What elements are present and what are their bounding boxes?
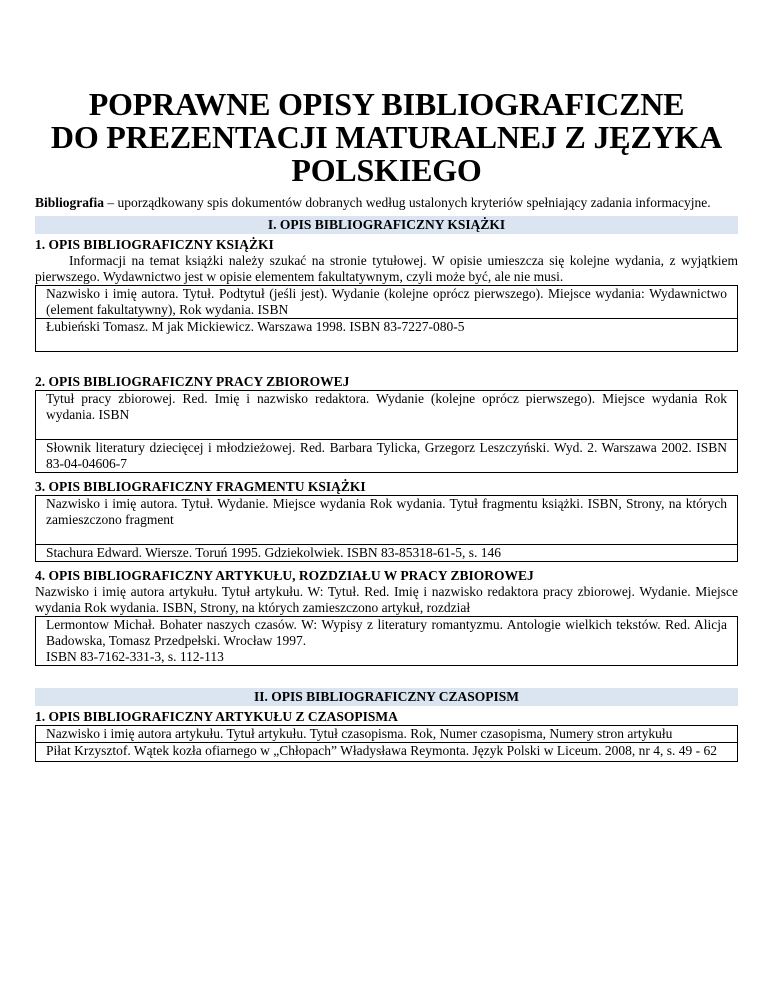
example-box: Łubieński Tomasz. M jak Mickiewicz. Warszawa 1998. ISBN 83-7227-080-5	[35, 319, 738, 352]
definition-text: – uporządkowany spis dokumentów dobranych według ustalonych kryteriów spełniający zadania informacyjne.	[104, 195, 711, 210]
document-page	[35, 88, 738, 762]
subsection-description: Informacji na temat książki należy szukać na stronie tytułowej. W opisie umieszcza się kolejne wydania, z wyjątkiem pierwszego. Wydawnictwo jest w opisie elementem fakultatywnym, czyli może być, ale nie musi.	[35, 253, 738, 284]
example-box	[35, 616, 738, 666]
subsection-heading-book-fragment: 3. OPIS BIBLIOGRAFICZNY FRAGMENTU KSIĄŻKI	[35, 479, 366, 494]
pattern-box: Nazwisko i imię autora. Tytuł. Podtytuł (jeśli jest). Wydanie (kolejne oprócz pierwszego). Miejsce wydania: Wydawnictwo (element fakultatywny), Rok wydania. ISBN	[35, 285, 738, 319]
pattern-box: Nazwisko i imię autora. Tytuł. Wydanie. Miejsce wydania Rok wydania. Tytuł fragmentu książki. ISBN, Strony, na których zamieszczono fragment	[35, 495, 738, 545]
example-line: ISBN 83-7162-331-3, s. 112-113	[46, 649, 224, 664]
document-title	[35, 88, 738, 187]
subsection-heading-chapter: 4. OPIS BIBLIOGRAFICZNY ARTYKUŁU, ROZDZIAŁU W PRACY ZBIOROWEJ	[35, 568, 534, 583]
title-line: POLSKIEGO	[291, 152, 482, 188]
section-heading-books: I. OPIS BIBLIOGRAFICZNY KSIĄŻKI	[35, 216, 738, 234]
definition-term: Bibliografia	[35, 195, 105, 210]
section-heading-periodicals: II. OPIS BIBLIOGRAFICZNY CZASOPISM	[35, 688, 738, 706]
pattern-text: Nazwisko i imię autora artykułu. Tytuł artykułu. W: Tytuł. Red. Imię i nazwisko redaktora pracy zbiorowej. Wydanie. Miejsce wydania Rok wydania. ISBN, Strony, na których zamieszczono artykuł, rozdział	[35, 584, 738, 615]
pattern-box: Nazwisko i imię autora artykułu. Tytuł artykułu. Tytuł czasopisma. Rok, Numer czasopisma, Numery stron artykułu	[35, 725, 738, 743]
example-box: Piłat Krzysztof. Wątek kozła ofiarnego w „Chłopach” Władysława Reymonta. Język Polski w Liceum. 2008, nr 4, s. 49 - 62	[35, 743, 738, 762]
subsection-heading-collective-work: 2. OPIS BIBLIOGRAFICZNY PRACY ZBIOROWEJ	[35, 374, 350, 389]
title-line: DO PREZENTACJI MATURALNEJ Z JĘZYKA	[50, 119, 723, 155]
pattern-box: Tytuł pracy zbiorowej. Red. Imię i nazwisko redaktora. Wydanie (kolejne oprócz pierwszego). Miejsce wydania Rok wydania. ISBN	[35, 390, 738, 440]
subsection-heading-book: 1. OPIS BIBLIOGRAFICZNY KSIĄŻKI	[35, 237, 274, 252]
title-line: POPRAWNE OPISY BIBLIOGRAFICZNE	[88, 86, 685, 122]
example-line: Lermontow Michał. Bohater naszych czasów. W: Wypisy z literatury romantyzmu. Antologie wielkich tekstów. Red. Alicja Badowska, Tomasz Przedpełski. Wrocław 1997.	[46, 617, 727, 648]
subsection-heading-periodical-article: 1. OPIS BIBLIOGRAFICZNY ARTYKUŁU Z CZASOPISMA	[35, 709, 398, 724]
example-box: Słownik literatury dziecięcej i młodzieżowej. Red. Barbara Tylicka, Grzegorz Leszczyński. Wyd. 2. Warszawa 2002. ISBN 83-04-04606-7	[35, 440, 738, 473]
intro-definition	[35, 195, 738, 211]
example-box: Stachura Edward. Wiersze. Toruń 1995. Gdziekolwiek. ISBN 83-85318-61-5, s. 146	[35, 545, 738, 562]
